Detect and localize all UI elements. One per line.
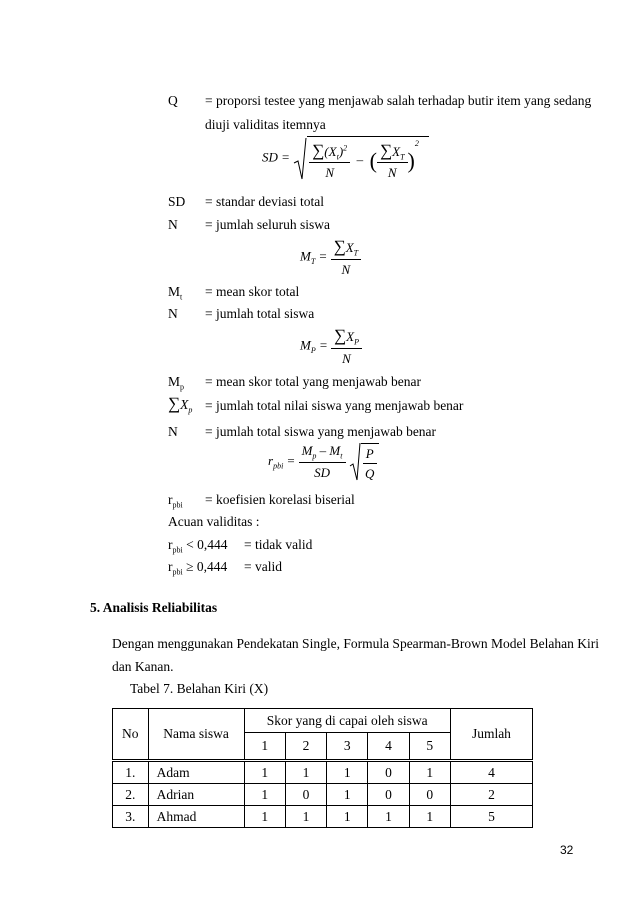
- section-para2: dan Kanan.: [112, 659, 174, 674]
- def-xp-var: [168, 394, 192, 415]
- rpbi-frac1: $\frac{M_p - M_t}{SD}$: [299, 443, 346, 481]
- acuan-r1-sub: pbi: [172, 545, 183, 555]
- cell-skor: 1: [327, 784, 368, 806]
- cell-skor: 1: [327, 761, 368, 784]
- def-mp-sub: p: [180, 382, 185, 392]
- sd-x2-sub: T: [400, 152, 405, 162]
- sum-icon: ∑: [333, 237, 346, 256]
- formula-rpbi: $r_{pbi}$ = $\frac{M_p - M_t}{SD}$ $\frac{P}{Q}$: [268, 442, 379, 482]
- acuan-row2: [168, 559, 227, 577]
- table-row: [113, 761, 533, 784]
- def-sd-desc: = standar deviasi total: [205, 194, 324, 209]
- mp-x: X: [346, 329, 355, 344]
- def-rpbi-desc: = koefisien korelasi biserial: [205, 492, 355, 507]
- mp-lhs: M: [300, 337, 311, 353]
- th-item: 3: [327, 733, 368, 761]
- section-para1: Dengan menggunakan Pendekatan Single, Formula Spearman-Brown Model Belahan Kiri: [112, 636, 600, 651]
- rpbi-m2-sub: t: [340, 451, 343, 461]
- table-caption: Tabel 7. Belahan Kiri (X): [130, 681, 269, 696]
- cell-jumlah: 2: [450, 784, 532, 806]
- cell-skor: 1: [409, 806, 450, 828]
- cell-skor: 0: [409, 784, 450, 806]
- th-jumlah: Jumlah: [450, 709, 532, 761]
- def-mt-letter: M: [168, 284, 181, 299]
- formula-sd: SD = $\frac{\sum(X_t)^2}{N}$ – ( $\frac{\sum X_T}{N}$ )$^2$: [262, 136, 429, 181]
- cell-no: 2.: [113, 784, 149, 806]
- acuan-r2-var: r: [168, 559, 173, 574]
- cell-nama: Ahmad: [148, 806, 244, 828]
- th-nama: Nama siswa: [148, 709, 244, 761]
- sd-x2: X: [392, 143, 401, 159]
- mt-x-sub: T: [353, 248, 359, 258]
- def-q-var: Q: [168, 93, 178, 108]
- rpbi-lhs-sub: pbi: [273, 461, 284, 471]
- acuan-r1-res: = tidak valid: [244, 537, 313, 552]
- cell-skor: 0: [368, 784, 409, 806]
- def-mp-letter: M: [168, 374, 181, 389]
- mp-frac: [331, 326, 362, 367]
- cell-no: 1.: [113, 761, 149, 784]
- th-item: 4: [368, 733, 409, 761]
- th-no: No: [113, 709, 149, 761]
- cell-skor: 1: [368, 806, 409, 828]
- sum-icon: ∑: [168, 394, 181, 413]
- cell-no: 3.: [113, 806, 149, 828]
- sd-sq2: 2: [414, 139, 419, 148]
- cell-jumlah: 4: [450, 761, 532, 784]
- mt-frac: [331, 237, 362, 278]
- rpbi-p: P: [363, 446, 377, 464]
- def-rpbi-sub: pbi: [172, 500, 183, 510]
- formula-mp: $M_P$ = $\frac{\sum X_P}{N}$: [300, 326, 362, 367]
- mt-den: N: [341, 261, 351, 277]
- rpbi-m2: M: [329, 443, 341, 459]
- page-number: 32: [560, 843, 574, 857]
- def-n2-desc: = jumlah total siswa: [205, 306, 315, 321]
- sqrt-icon: [293, 137, 307, 181]
- sd-sq: 2: [343, 143, 348, 153]
- section-heading: 5. Analisis Reliabilitas: [90, 600, 218, 615]
- table-belahan-kiri: [112, 708, 533, 828]
- rpbi-q: Q: [365, 465, 375, 481]
- sd-x1: X: [328, 143, 337, 159]
- sum-icon: ∑: [312, 140, 325, 160]
- cell-skor: 1: [244, 761, 285, 784]
- acuan-title: Acuan validitas :: [168, 514, 260, 529]
- cell-skor: 1: [327, 806, 368, 828]
- cell-skor: 1: [285, 761, 326, 784]
- sd-den1: N: [325, 165, 334, 181]
- def-rpbi-var: [168, 492, 183, 510]
- rpbi-den: SD: [314, 464, 330, 480]
- rpbi-lhs: r: [268, 452, 274, 468]
- cell-nama: Adrian: [148, 784, 244, 806]
- mp-den: N: [342, 350, 351, 366]
- mt-lhs: M: [300, 248, 311, 264]
- sum-icon: ∑: [334, 326, 347, 345]
- acuan-r2-sub: pbi: [172, 567, 183, 577]
- table-row: [113, 784, 533, 806]
- formula-mt: $M_T$ = $\frac{\sum X_T}{N}$: [300, 237, 361, 278]
- cell-skor: 1: [244, 806, 285, 828]
- acuan-r1-var: r: [168, 537, 173, 552]
- sqrt-icon: [349, 442, 361, 482]
- cell-skor: 0: [368, 761, 409, 784]
- sd-lhs: SD: [262, 149, 278, 165]
- def-q-desc: = proporsi testee yang menjawab salah terhadap butir item yang sedang: [205, 93, 592, 108]
- cell-jumlah: 5: [450, 806, 532, 828]
- rpbi-frac2: [363, 446, 377, 482]
- cell-skor: 1: [244, 784, 285, 806]
- def-q-desc2: diuji validitas itemnya: [205, 117, 326, 132]
- mp-lhs-sub: P: [310, 345, 316, 355]
- acuan-r1-cond: < 0,444: [186, 537, 228, 552]
- th-item: 2: [285, 733, 326, 761]
- def-rpbi-letter: r: [168, 492, 173, 507]
- cell-skor: 1: [409, 761, 450, 784]
- sd-frac1: $\frac{\sum(X_t)^2}{N}$: [309, 141, 350, 182]
- mt-x: X: [345, 240, 354, 255]
- def-mt-desc: = mean skor total: [205, 284, 300, 299]
- sd-den2: N: [387, 165, 397, 181]
- def-n3-var: N: [168, 424, 178, 439]
- acuan-r2-cond: ≥ 0,444: [186, 559, 228, 574]
- sd-x1-sub: t: [336, 152, 339, 162]
- th-skor: Skor yang di capai oleh siswa: [244, 709, 450, 733]
- rpbi-m1: M: [301, 443, 313, 459]
- mt-lhs-sub: T: [310, 256, 316, 266]
- def-n1-desc: = jumlah seluruh siswa: [205, 217, 330, 232]
- cell-nama: Adam: [148, 761, 244, 784]
- cell-skor: 0: [285, 784, 326, 806]
- acuan-r2-res: = valid: [244, 559, 282, 574]
- th-item: 5: [409, 733, 450, 761]
- def-xp-sub: p: [188, 405, 193, 415]
- def-mt-var: [168, 284, 182, 302]
- table-row: [113, 806, 533, 828]
- sd-frac2: [377, 141, 408, 182]
- def-n1-var: N: [168, 217, 178, 232]
- def-xp-desc: = jumlah total nilai siswa yang menjawab benar: [205, 398, 464, 413]
- mp-x-sub: P: [354, 337, 359, 347]
- def-mp-desc: = mean skor total yang menjawab benar: [205, 374, 422, 389]
- def-sd-var: SD: [168, 194, 186, 209]
- def-n3-desc: = jumlah total siswa yang menjawab benar: [205, 424, 437, 439]
- cell-skor: 1: [285, 806, 326, 828]
- acuan-row1: [168, 537, 227, 555]
- sum-icon: ∑: [380, 140, 393, 160]
- th-item: 1: [244, 733, 285, 761]
- def-mt-sub: t: [180, 292, 183, 302]
- rpbi-m1-sub: p: [312, 451, 317, 461]
- def-xp-letter: X: [180, 397, 189, 412]
- def-mp-var: [168, 374, 184, 392]
- def-n2-var: N: [168, 306, 178, 321]
